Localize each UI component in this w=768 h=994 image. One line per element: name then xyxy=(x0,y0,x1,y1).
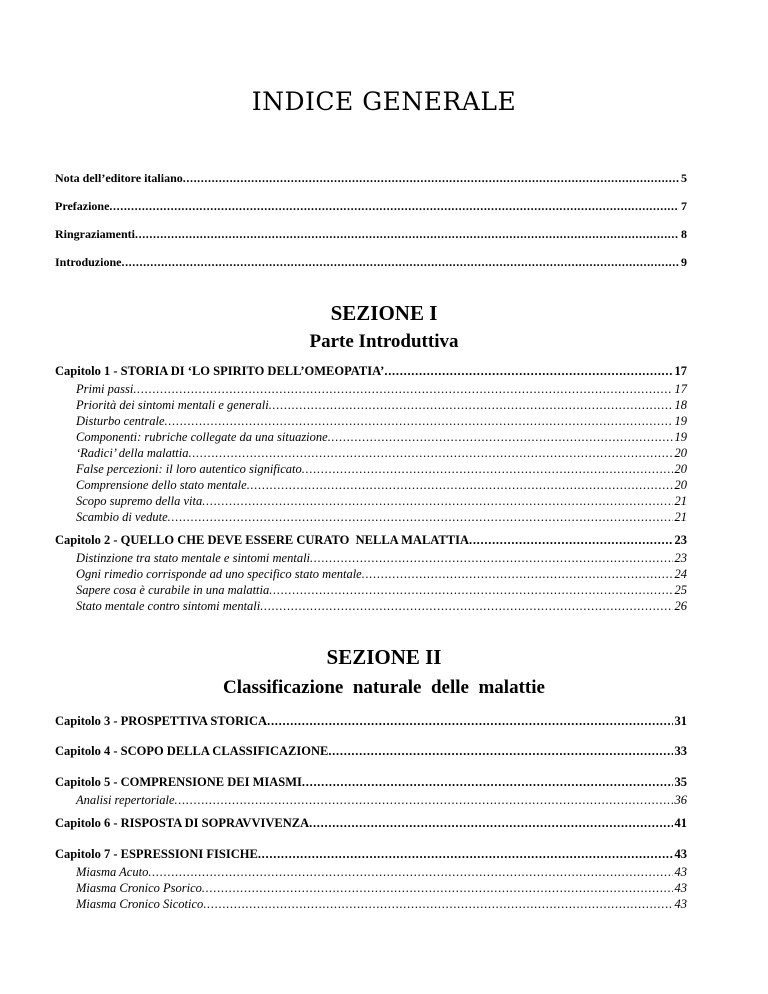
toc-subentry-page: 19 xyxy=(674,414,687,428)
toc-chapter-page: 43 xyxy=(674,847,687,861)
leader-dots xyxy=(328,430,673,445)
toc-subentry-label: Priorità dei sintomi mentali e generali xyxy=(76,398,269,412)
toc-subentry[interactable] xyxy=(76,599,687,614)
leader-dots xyxy=(310,551,672,566)
toc-subentry-label: Componenti: rubriche collegate da una situazione xyxy=(76,430,328,444)
toc-chapter[interactable] xyxy=(55,847,687,862)
leader-dots xyxy=(269,398,673,413)
toc-entry-page: 9 xyxy=(681,255,687,269)
toc-entry-label: Ringraziamenti xyxy=(55,227,135,241)
toc-subentry-page: 25 xyxy=(674,583,687,597)
leader-dots xyxy=(269,583,672,598)
toc-chapter-page: 35 xyxy=(674,775,687,789)
toc-entry-label: Prefazione xyxy=(55,199,110,213)
toc-chapter-page: 33 xyxy=(674,744,687,758)
leader-dots xyxy=(302,462,673,477)
toc-subentry-label: Sapere cosa è curabile in una malattia xyxy=(76,583,270,597)
toc-chapter-label: Capitolo 6 - RISPOSTA DI SOPRAVVIVENZA xyxy=(55,816,310,830)
toc-subentry[interactable] xyxy=(76,430,687,445)
toc-subentry-label: Miasma Cronico Sicotico xyxy=(76,897,204,911)
leader-dots xyxy=(203,897,672,912)
toc-subentry-page: 26 xyxy=(674,599,687,613)
toc-subentry-page: 24 xyxy=(674,567,687,581)
toc-chapter[interactable] xyxy=(55,816,687,831)
toc-entry-label: Nota dell’editore italiano xyxy=(55,171,183,185)
toc-subentry-page: 17 xyxy=(674,382,687,396)
section-title: SEZIONE II xyxy=(326,645,442,669)
toc-entry-label: Introduzione xyxy=(55,255,122,269)
toc-chapter[interactable] xyxy=(55,533,687,548)
toc-subentry[interactable] xyxy=(76,382,687,397)
toc-subentry[interactable] xyxy=(76,510,687,525)
toc-subentry[interactable] xyxy=(76,398,687,413)
leader-dots xyxy=(328,744,672,759)
toc-entry-page: 5 xyxy=(681,171,687,185)
toc-subentry-page: 23 xyxy=(674,551,687,565)
toc-chapter-label: Capitolo 1 - STORIA DI ‘LO SPIRITO DELL’OMEOPATIA’ xyxy=(55,364,385,378)
toc-subentry-label: Disturbo centrale xyxy=(76,414,165,428)
toc-subentry[interactable] xyxy=(76,414,687,429)
leader-dots xyxy=(260,599,672,614)
toc-subentry-label: Comprensione dello stato mentale xyxy=(76,478,247,492)
toc-chapter[interactable] xyxy=(55,364,687,379)
leader-dots xyxy=(121,255,679,270)
toc-subentry-label: Primi passi xyxy=(76,382,134,396)
toc-subentry[interactable] xyxy=(76,494,687,509)
toc-subentry[interactable] xyxy=(76,551,687,566)
leader-dots xyxy=(302,775,673,790)
leader-dots xyxy=(183,171,679,186)
toc-subentry-label: Miasma Acuto xyxy=(76,865,149,879)
toc-subentry-label: Scopo supremo della vita xyxy=(76,494,203,508)
toc-subentry-page: 19 xyxy=(674,430,687,444)
toc-subentry-page: 21 xyxy=(674,510,687,524)
toc-subentry[interactable] xyxy=(76,478,687,493)
toc-chapter-label: Capitolo 7 - ESPRESSIONI FISICHE xyxy=(55,847,258,861)
toc-subentry-page: 36 xyxy=(674,793,687,807)
leader-dots xyxy=(258,847,673,862)
leader-dots xyxy=(202,881,673,896)
toc-entry-page: 8 xyxy=(681,227,687,241)
toc-subentry-page: 43 xyxy=(674,881,687,895)
leader-dots xyxy=(175,793,673,808)
section-subtitle: Parte Introduttiva xyxy=(309,331,459,352)
toc-chapter-page: 31 xyxy=(674,714,687,728)
toc-subentry-page: 43 xyxy=(674,865,687,879)
toc-subentry-label: Miasma Cronico Psorico xyxy=(76,881,202,895)
toc-entry-page: 7 xyxy=(681,199,687,213)
toc-subentry-label: Scambio di vedute xyxy=(76,510,168,524)
toc-chapter-page: 17 xyxy=(674,364,687,378)
toc-subentry-label: Stato mentale contro sintomi mentali xyxy=(76,599,261,613)
leader-dots xyxy=(133,382,672,397)
toc-chapter-label: Capitolo 2 - QUELLO CHE DEVE ESSERE CURATO NELLA MALATTIA xyxy=(55,533,469,547)
toc-subentry-label: Ogni rimedio corrisponde ad uno specifico stato mentale xyxy=(76,567,362,581)
leader-dots xyxy=(267,714,672,729)
toc-subentry[interactable] xyxy=(76,583,687,598)
toc-subentry-page: 20 xyxy=(674,478,687,492)
toc-subentry-label: False percezioni: il loro autentico significato xyxy=(76,462,302,476)
leader-dots xyxy=(384,364,672,379)
toc-subentry-page: 20 xyxy=(674,462,687,476)
toc-subentry-label: ‘Radici’ della malattia xyxy=(76,446,189,460)
toc-subentry-label: Distinzione tra stato mentale e sintomi mentali xyxy=(76,551,311,565)
toc-chapter[interactable] xyxy=(55,714,687,729)
section-title: SEZIONE I xyxy=(330,301,438,325)
leader-dots xyxy=(469,533,673,548)
toc-subentry-page: 20 xyxy=(674,446,687,460)
leader-dots xyxy=(188,446,672,461)
toc-subentry[interactable] xyxy=(76,446,687,461)
toc-subentry-page: 43 xyxy=(674,897,687,911)
toc-chapter-page: 41 xyxy=(674,816,687,830)
toc-chapter[interactable] xyxy=(55,775,687,790)
toc-chapter-page: 23 xyxy=(674,533,687,547)
leader-dots xyxy=(362,567,673,582)
toc-subentry[interactable] xyxy=(76,865,687,880)
toc-chapter-label: Capitolo 3 - PROSPETTIVA STORICA xyxy=(55,714,268,728)
leader-dots xyxy=(148,865,672,880)
toc-chapter-label: Capitolo 4 - SCOPO DELLA CLASSIFICAZIONE xyxy=(55,744,329,758)
leader-dots xyxy=(168,510,673,525)
section-subtitle: Classificazione naturale delle malattie xyxy=(223,677,545,698)
toc-chapter-label: Capitolo 5 - COMPRENSIONE DEI MIASMI xyxy=(55,775,302,789)
toc-subentry[interactable] xyxy=(76,462,687,477)
toc-entry[interactable] xyxy=(55,171,687,186)
leader-dots xyxy=(247,478,673,493)
page-title: INDICE GENERALE xyxy=(251,87,517,116)
toc-subentry-label: Analisi repertoriale xyxy=(76,793,175,807)
toc-subentry[interactable] xyxy=(76,793,687,808)
leader-dots xyxy=(165,414,673,429)
leader-dots xyxy=(202,494,672,509)
toc-entry[interactable] xyxy=(55,199,687,214)
toc-entry[interactable] xyxy=(55,227,687,242)
toc-subentry[interactable] xyxy=(76,897,687,912)
toc-chapter[interactable] xyxy=(55,744,687,759)
leader-dots xyxy=(135,227,679,242)
leader-dots xyxy=(309,816,672,831)
toc-subentry-page: 18 xyxy=(674,398,687,412)
toc-subentry-page: 21 xyxy=(674,494,687,508)
toc-subentry[interactable] xyxy=(76,567,687,582)
leader-dots xyxy=(109,199,679,214)
toc-subentry[interactable] xyxy=(76,881,687,896)
toc-entry[interactable] xyxy=(55,255,687,270)
